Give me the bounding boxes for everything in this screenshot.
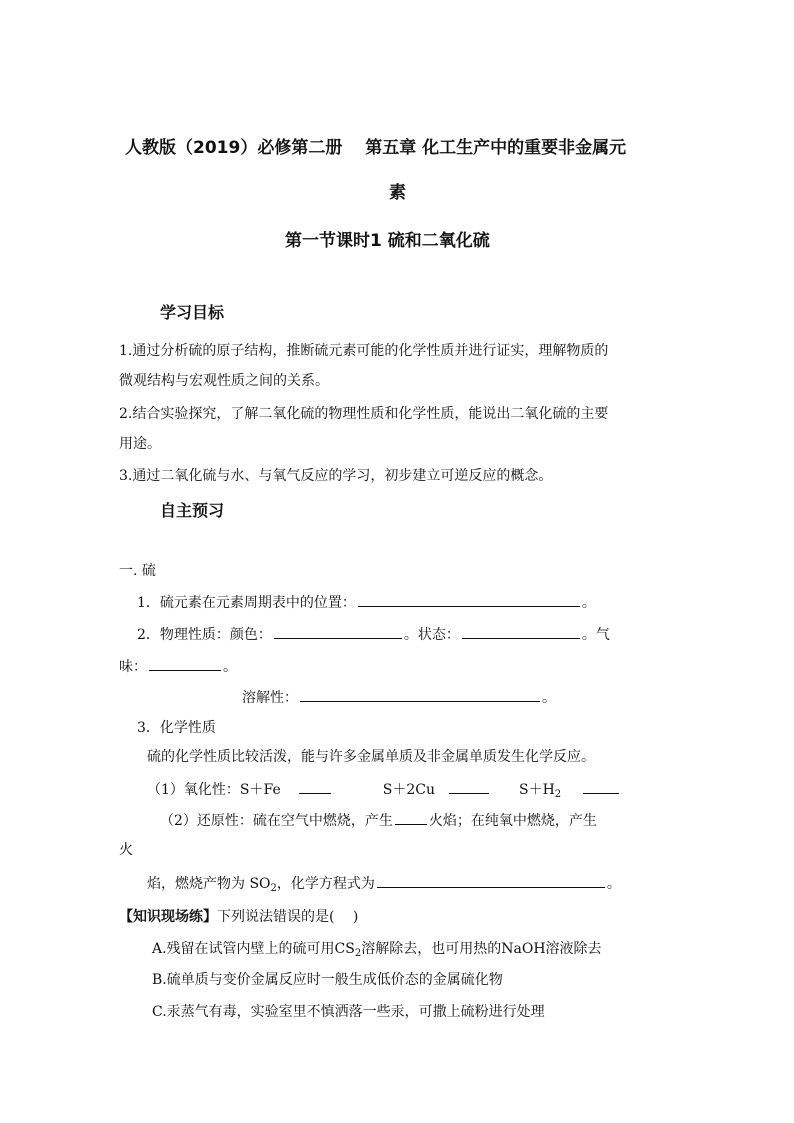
- objectives-heading: 学习目标: [160, 303, 225, 322]
- solubility-period: 。: [542, 690, 556, 706]
- objective-1-line1: 1.通过分析硫的原子结构，推断硫元素可能的化学性质并进行证实，理解物质的: [119, 343, 609, 359]
- combustion-text-a: 焰，燃烧产物为 $SO_2$: [147, 876, 277, 894]
- reduction-wrap: 火: [119, 842, 133, 858]
- q1-line: [137, 591, 596, 612]
- practice-text: 下列说法错误的是( ): [217, 909, 359, 925]
- reaction-3-blank[interactable]: [583, 778, 619, 794]
- reaction-s-h2: $S+H_2$: [518, 782, 562, 800]
- q3-label: 3．化学性质: [137, 720, 216, 736]
- smell-label: 味：: [119, 659, 147, 675]
- q3-intro: 硫的化学性质比较活泼，能与许多金属单质及非金属单质发生化学反应。: [147, 749, 595, 765]
- option-a: A.残留在试管内壁上的硫可用$CS_2$溶解除去，也可用热的NaOH溶液除去: [152, 941, 602, 959]
- reaction-2-blank[interactable]: [449, 778, 489, 794]
- preview-heading: 自主预习: [160, 501, 225, 520]
- objective-1-line2: 微观结构与宏观性质之间的关系。: [119, 373, 329, 389]
- q2-label: 2．物理性质：颜色：: [137, 627, 272, 643]
- q2-smell-end: 。气: [581, 627, 610, 643]
- flame-color-blank[interactable]: [395, 809, 427, 825]
- page-title-line1: 人教版（2019）必修第二册 第五章 化工生产中的重要非金属元: [125, 138, 627, 158]
- q1-period: 。: [581, 595, 596, 611]
- state-blank[interactable]: [462, 623, 580, 639]
- q1-blank[interactable]: [358, 591, 580, 607]
- objective-2-line1: 2.结合实验探究，了解二氧化硫的物理性质和化学性质，能说出二氧化硫的主要: [119, 406, 609, 422]
- combustion-text-b: ，化学方程式为: [276, 876, 375, 892]
- smell-blank[interactable]: [149, 655, 221, 671]
- lesson-title: 第一节课时1 硫和二氧化硫: [285, 231, 490, 251]
- q2-line: [137, 623, 610, 644]
- equation-blank[interactable]: [377, 872, 605, 888]
- solubility-blank[interactable]: [300, 686, 540, 702]
- option-b: B.硫单质与变价金属反应时一般生成低价态的金属硫化物: [152, 972, 503, 988]
- oxidation-line: [147, 778, 621, 799]
- oxidation-label: （1）氧化性：: [147, 782, 240, 798]
- practice-question: [119, 906, 358, 926]
- combustion-line: [147, 872, 621, 893]
- objective-2-line2: 用途。: [119, 436, 161, 452]
- reduction-text-b: 火焰；在纯氧中燃烧，产生: [428, 813, 597, 829]
- color-blank[interactable]: [274, 623, 402, 639]
- reaction-s-fe: S＋Fe: [239, 782, 281, 798]
- objective-3: 3.通过二氧化硫与水、与氧气反应的学习，初步建立可逆反应的概念。: [119, 468, 553, 484]
- solubility-line: [242, 686, 556, 707]
- reaction-s-cu: S＋2Cu: [382, 782, 435, 798]
- page-title-line2: 素: [389, 183, 406, 203]
- smell-period: 。: [223, 659, 237, 675]
- reduction-line: [160, 809, 597, 830]
- solubility-label: 溶解性：: [242, 690, 298, 706]
- reaction-1-blank[interactable]: [299, 778, 331, 794]
- q2-smell-line: [119, 655, 237, 676]
- q1-label: 1．硫元素在元素周期表中的位置：: [137, 595, 356, 611]
- combustion-period: 。: [606, 876, 621, 892]
- q2-state-label: 。状态：: [403, 627, 460, 643]
- option-c: C.汞蒸气有毒，实验室里不慎洒落一些汞，可撒上硫粉进行处理: [152, 1004, 545, 1020]
- practice-label: 【知识现场练】: [119, 909, 217, 925]
- section-sulfur: 一. 硫: [119, 563, 156, 579]
- reduction-text-a: （2）还原性：硫在空气中燃烧，产生: [160, 813, 393, 829]
